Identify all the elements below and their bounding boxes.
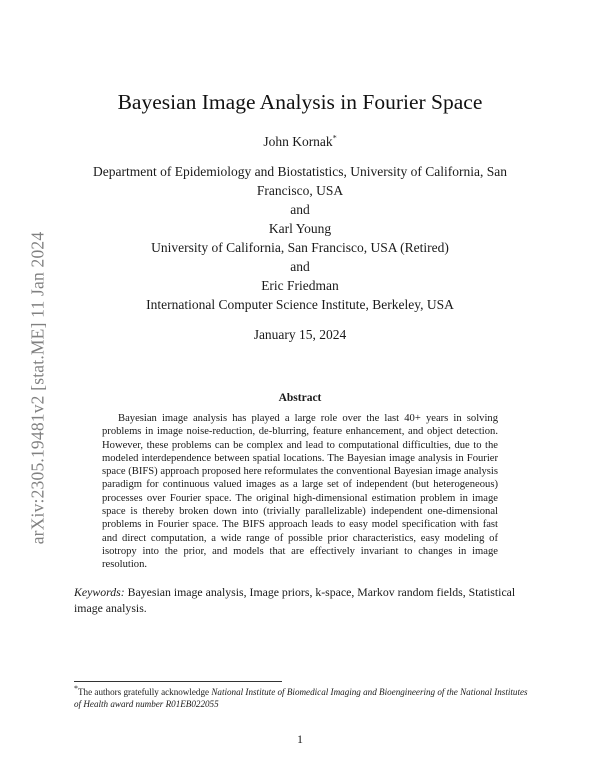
keywords-paragraph <box>74 584 526 616</box>
primary-author <box>70 132 530 151</box>
paper-title: Bayesian Image Analysis in Fourier Space <box>117 90 483 114</box>
affiliation-line: Karl Young <box>268 221 332 236</box>
footnote-prefix: The authors gratefully acknowledge <box>78 687 212 697</box>
footnote <box>74 683 530 710</box>
footnote-mark: * <box>74 683 78 693</box>
keywords-list: Bayesian image analysis, Image priors, k-space, Markov random fields, Statistical image analysis. <box>74 585 516 615</box>
footnote-funding: National Institute of Biomedical Imaging and Bioengineering of the National Institutes of Health award number R01EB022055 <box>74 687 528 709</box>
affiliations-block <box>70 162 530 314</box>
affiliation-line: Eric Friedman <box>261 278 339 293</box>
abstract-heading: Abstract <box>278 392 322 404</box>
author-footnote-mark: * <box>332 133 337 143</box>
abstract-text: Bayesian image analysis has played a large role over the last 40+ years in solving problems in image noise-reduction, de-blurring, feature enhancement, and object detection. However, these problems can be complex and lead to computational difficulties, due to the modeled interdependence between spatial locations. The Bayesian image analysis in Fourier space (BIFS) approach proposed here reformulates the conventional Bayesian image analysis paradigm for continuous valued images as a large set of independent (but heterogeneous) processes over Fourier space. The original high-dimensional estimation problem in image space is thereby broken down into (trivially parallelizable) independent one-dimensional problems in Fourier space. The BIFS approach leads to easy model specification with fast and direct computation, a wide range of possible prior characteristics, easy modeling of isotropy into the prior, and models that are effectively invariant to changes in image resolution. <box>102 413 498 571</box>
affiliation-line: International Computer Science Institute, Berkeley, USA <box>146 297 454 312</box>
keywords-label: Keywords: <box>74 585 125 599</box>
affiliation-line: University of California, San Francisco, USA (Retired) <box>151 240 449 255</box>
arxiv-identifier-stamp: arXiv:2305.19481v2 [stat.ME] 11 Jan 2024 <box>27 231 48 545</box>
page-number: 1 <box>297 732 303 746</box>
affiliation-line: Department of Epidemiology and Biostatistics, University of California, San Francisco, USA <box>93 164 507 198</box>
author-name: John Kornak <box>263 134 333 149</box>
affiliation-line: and <box>290 259 310 274</box>
publication-date: January 15, 2024 <box>253 327 347 342</box>
footnote-divider <box>74 681 282 682</box>
affiliation-line: and <box>290 202 310 217</box>
